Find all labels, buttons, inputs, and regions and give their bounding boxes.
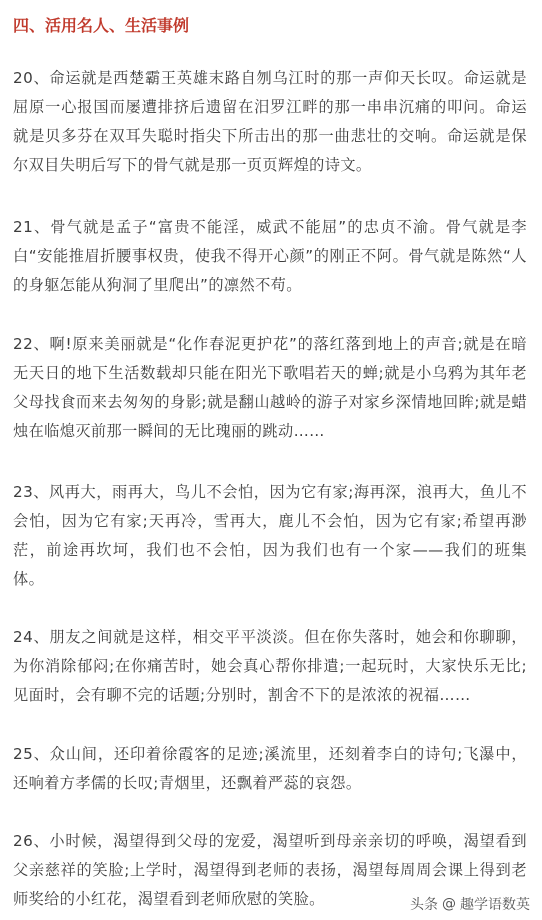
- watermark-account-name: 趣学语数英: [460, 897, 530, 913]
- source-watermark: [410, 894, 530, 914]
- paragraph-23: 23、风再大，雨再大，鸟儿不会怕，因为它有家;海再深，浪再大，鱼儿不会怕，因为它有家;天再冷，雪再大，鹿儿不会怕，因为它有家;希望再渺茫，前途再坎坷，我们也不会怕，因为我们也有一个家——我们的班集体。: [13, 483, 527, 588]
- watermark-platform: 头条: [410, 897, 438, 913]
- paragraph-21: 21、骨气就是孟子“富贵不能淫，威武不能屈”的忠贞不渝。骨气就是李白“安能推眉折腰事权贵，使我不得开心颜”的刚正不阿。骨气就是陈然“人的身躯怎能从狗洞了里爬出”的凛然不苟。: [13, 218, 527, 294]
- watermark-at: @: [442, 896, 456, 912]
- paragraph-26: 26、小时候，渴望得到父母的宠爱，渴望听到母亲亲切的呼唤，渴望看到父亲慈祥的笑脸;上学时，渴望得到老师的表扬，渴望每周周会课上得到老师奖给的小红花，渴望看到老师欣慰的笑脸。: [13, 832, 527, 908]
- paragraph-22: 22、啊!原来美丽就是“化作春泥更护花”的落红落到地上的声音;就是在暗无天日的地下生活数载却只能在阳光下歌唱若天的蝉;就是小乌鸦为其年老父母找食而来去匆匆的身影;就是翻山越岭的游子对家乡深情地回眸;就是蜡烛在临熄灭前那一瞬间的无比瑰丽的跳动……: [13, 335, 527, 440]
- paragraph-25: 25、众山间，还印着徐霞客的足迹;溪流里，还刻着李白的诗句;飞瀑中，还响着方孝儒的长叹;青烟里，还飘着严蕊的哀怨。: [13, 745, 527, 792]
- paragraph-20: 20、命运就是西楚霸王英雄末路自刎乌江时的那一声仰天长叹。命运就是屈原一心报国而屡遭排挤后遗留在汨罗江畔的那一串串沉痛的叩问。命运就是贝多芬在双耳失聪时指尖下所击出的那一曲悲壮的交响。命运就是保尔双目失明后写下的骨气就是那一页页辉煌的诗文。: [13, 69, 527, 174]
- section-heading: 四、活用名人、生活事例: [13, 16, 190, 35]
- paragraph-24: 24、朋友之间就是这样，相交平平淡淡。但在你失落时，她会和你聊聊，为你消除郁闷;在你痛苦时，她会真心帮你排遣;一起玩时，大家快乐无比;见面时，会有聊不完的话题;分别时，割舍不下的是浓浓的祝福……: [13, 628, 527, 704]
